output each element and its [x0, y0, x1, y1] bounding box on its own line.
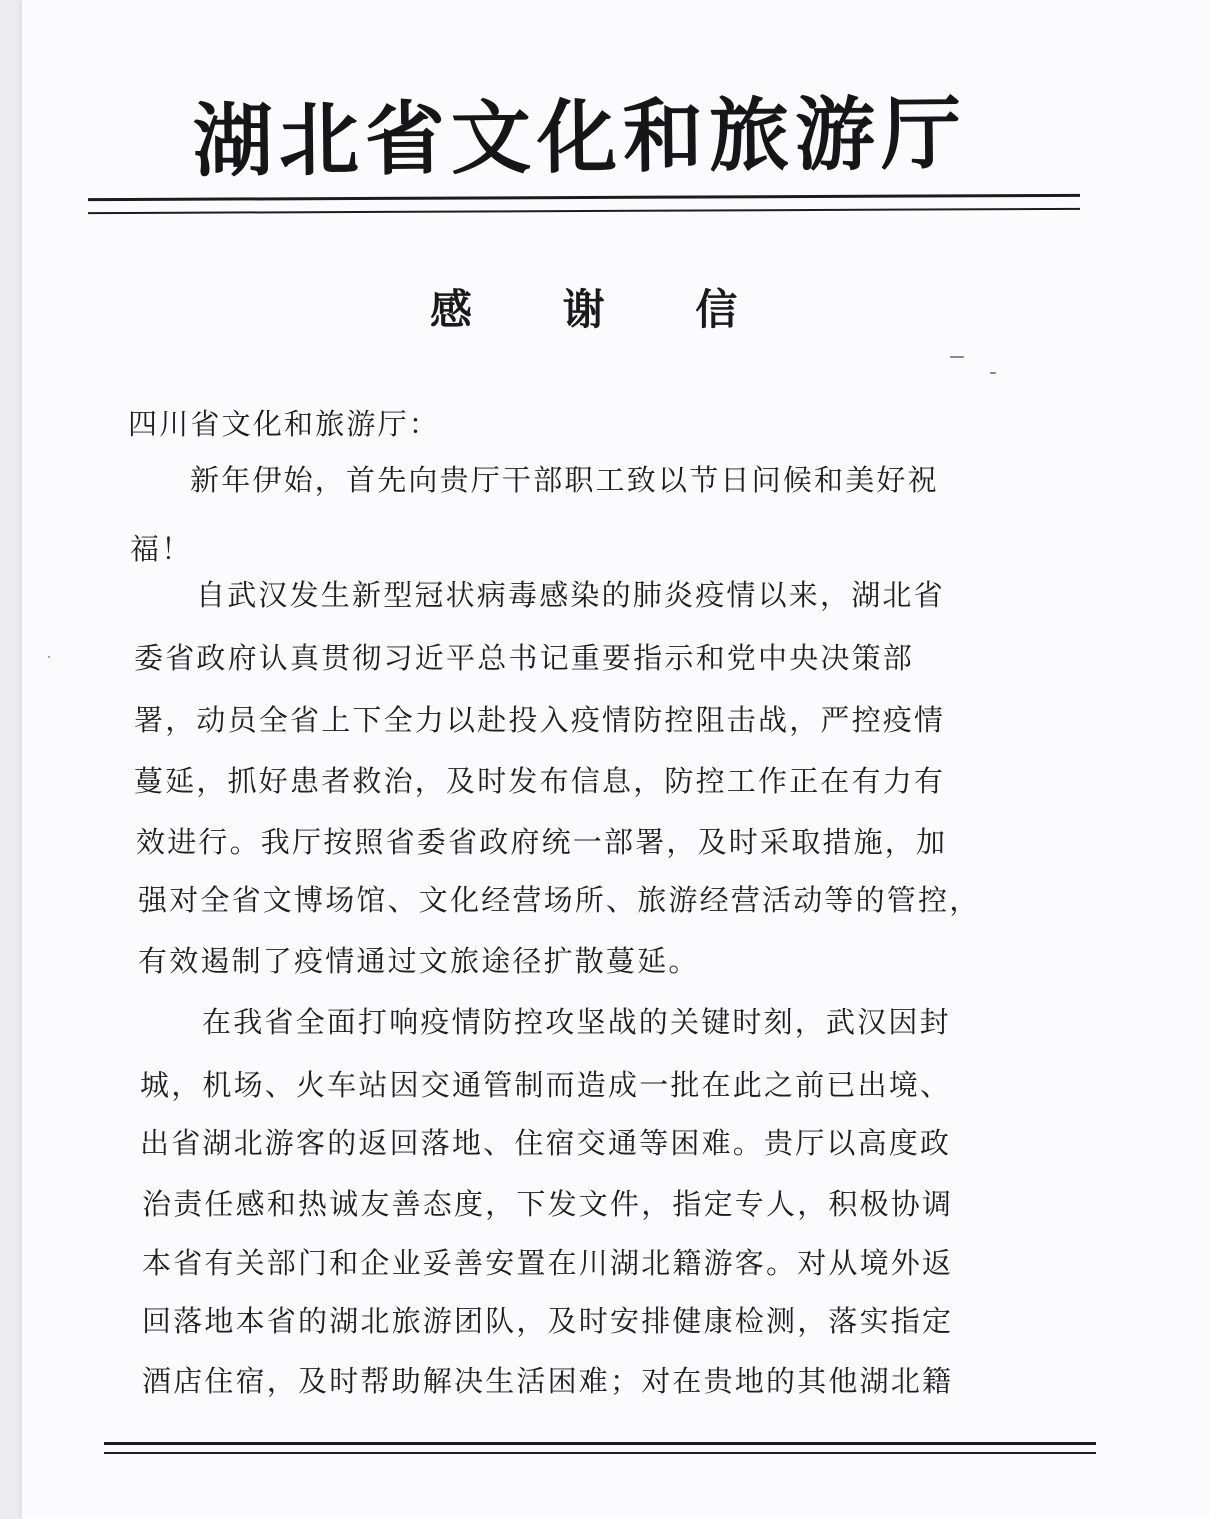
- letterhead-org-name: 湖北省文化和旅游厅: [192, 86, 968, 189]
- body-line: 城，机场、火车站因交通管制而造成一批在此之前已出境、: [140, 1068, 952, 1102]
- body-line: 新年伊始，首先向贵厅干部职工致以节日问候和美好祝: [190, 463, 939, 497]
- body-line: 福！: [130, 532, 193, 566]
- body-line: 有效遏制了疫情通过文旅途径扩散蔓延。: [138, 944, 700, 978]
- letter-title: 感 谢 信: [430, 285, 776, 334]
- body-line: 自武汉发生新型冠状病毒感染的肺炎疫情以来，湖北省: [196, 578, 945, 612]
- document-page: [22, 0, 1209, 1519]
- body-line: 委省政府认真贯彻习近平总书记重要指示和党中央决策部: [134, 641, 915, 675]
- body-line: 蔓延，抓好患者救治，及时发布信息，防控工作正在有力有: [134, 764, 946, 798]
- scan-speck: [48, 656, 50, 658]
- body-line: 署，动员全省上下全力以赴投入疫情防控阻击战，严控疫情: [134, 703, 946, 737]
- body-line: 出省湖北游客的返回落地、住宿交通等困难。贵厅以高度政: [140, 1126, 952, 1160]
- footer-rule-thick: [104, 1442, 1096, 1445]
- scan-left-edge: [0, 0, 22, 1519]
- scan-speck: [950, 356, 964, 358]
- body-line: 治责任感和热诚友善态度，下发文件，指定专人，积极协调: [142, 1187, 954, 1221]
- footer-rule-thin: [104, 1452, 1096, 1454]
- body-line: 效进行。我厅按照省委省政府统一部署，及时采取措施，加: [136, 825, 948, 859]
- scan-speck: [990, 372, 996, 374]
- body-line: 回落地本省的湖北旅游团队，及时安排健康检测，落实指定: [142, 1304, 954, 1338]
- body-line: 在我省全面打响疫情防控攻坚战的关键时刻，武汉因封: [202, 1005, 951, 1039]
- salutation: 四川省文化和旅游厅：: [128, 407, 441, 441]
- body-line: 本省有关部门和企业妥善安置在川湖北籍游客。对从境外返: [142, 1246, 954, 1280]
- body-line: 酒店住宿，及时帮助解决生活困难；对在贵地的其他湖北籍: [142, 1364, 954, 1398]
- body-line: 强对全省文博场馆、文化经营场所、旅游经营活动等的管控，: [138, 883, 981, 917]
